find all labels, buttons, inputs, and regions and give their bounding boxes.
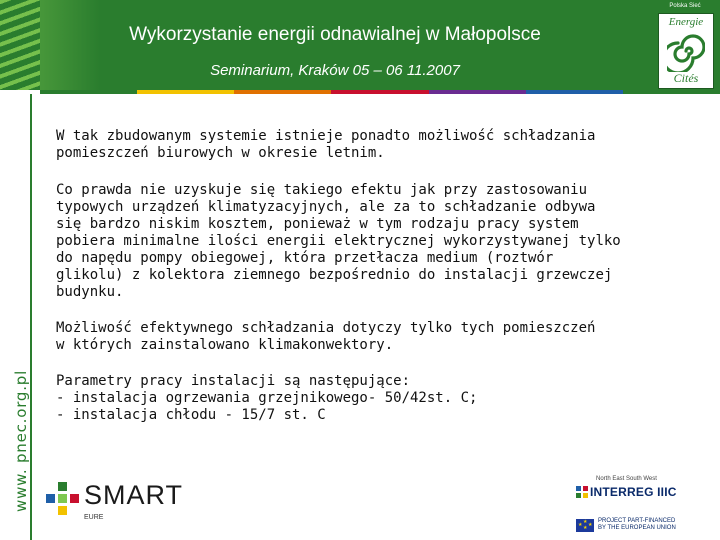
paragraph-parameters: Parametry pracy instalacji są następujące: - instalacja ogrzewania grzejnikowego- 50/42st. C; - instalacja chłodu - 15/7 st. C xyxy=(56,373,478,423)
slide-content xyxy=(56,128,706,442)
color-bar xyxy=(40,90,720,94)
smart-square xyxy=(58,506,67,515)
smart-logo-subtext: EURE xyxy=(84,514,104,521)
smart-logo-icon xyxy=(44,478,184,534)
color-bar-segment xyxy=(623,90,720,94)
paragraph-cooling-cost: Co prawda nie uzyskuje się takiego efektu jak przy zastosowaniu typowych urządzeń klimatyzacyjnych, ale za to schładzanie odbywa się bardzo niskim kosztem, ponieważ w tym rodzaju pracy system pobiera minimalne ilości energii elektrycznej wykorzystywanej tylko do napędu pompy obiegowej, która przetłacza medium (roztwór glikolu) z kolektora ziemnego bezpośrednio do instalacji grzewczej budynku. xyxy=(56,182,621,300)
website-vertical-text: www. pnec.org.pl xyxy=(12,369,30,512)
logo-top-text: Polska Sieć xyxy=(669,3,701,9)
interreg-mark-icon xyxy=(576,486,588,498)
smart-square xyxy=(70,494,79,503)
color-bar-segment xyxy=(137,90,234,94)
eu-funding-text: PROJECT PART-FINANCED BY THE EUROPEAN UNION xyxy=(598,518,676,531)
logo-cites-text: Cités xyxy=(673,71,699,85)
page-subtitle: Seminarium, Kraków 05 – 06 11.2007 xyxy=(210,62,460,79)
spiral-icon xyxy=(667,30,705,72)
energie-cites-logo-icon xyxy=(655,3,715,87)
smart-square xyxy=(58,482,67,491)
color-bar-segment xyxy=(331,90,428,94)
color-bar-segment xyxy=(429,90,526,94)
color-bar-segment xyxy=(234,90,331,94)
logo-box xyxy=(658,13,714,89)
smart-square xyxy=(46,494,55,503)
paragraph-cooling-rooms: Możliwość efektywnego schładzania dotyczy tylko tych pomieszczeń w których zainstalowano klimakonwektory. xyxy=(56,320,596,353)
logo-energie-text: Energie xyxy=(668,16,704,28)
smart-square xyxy=(58,494,67,503)
page-title: Wykorzystanie energii odnawialnej w Małopolsce xyxy=(129,24,541,45)
color-bar-segment xyxy=(526,90,623,94)
color-bar-segment xyxy=(40,90,137,94)
eu-flag-icon: ★ ★ ★ ★ xyxy=(578,519,593,531)
interreg-logo-icon xyxy=(572,476,712,536)
interreg-small-text: North East South West xyxy=(596,476,657,482)
header-banner xyxy=(0,0,720,90)
smart-logo-text: SMART xyxy=(84,480,184,510)
interreg-name-text: INTERREG IIIC xyxy=(590,485,677,499)
paragraph-cooling-possibility: W tak zbudowanym systemie istnieje ponadto możliwość schładzania pomieszczeń biurowych w okresie letnim. xyxy=(56,128,596,161)
